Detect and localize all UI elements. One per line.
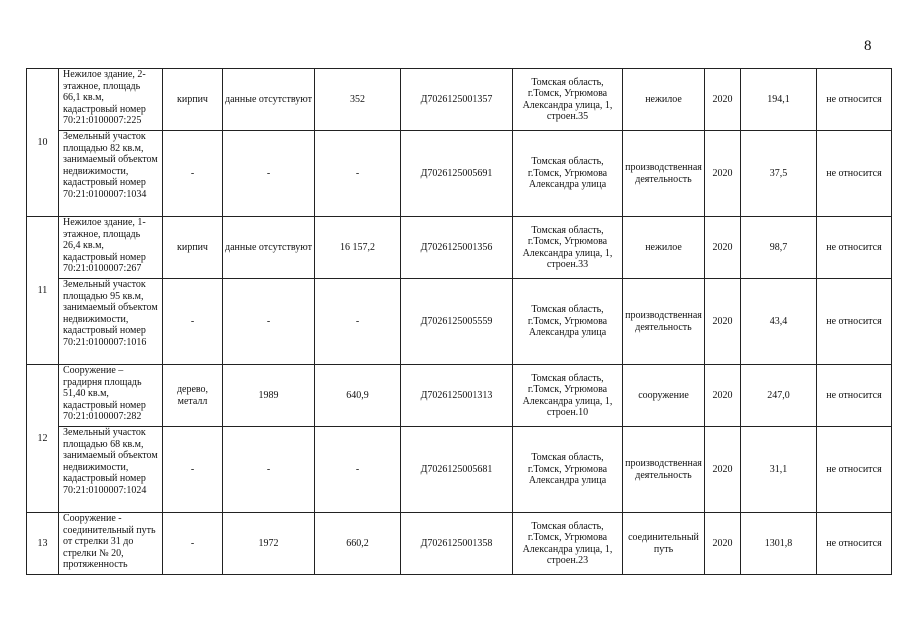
- construction-year: 1972: [223, 513, 315, 575]
- object-address: Томская область, г.Томск, Угрюмова Александра улица: [513, 131, 623, 217]
- object-description: Нежилое здание, 2-этажное, площадь 66,1 кв.м, кадастровый номер 70:21:0100007:225: [59, 69, 163, 131]
- table-row: [27, 217, 892, 279]
- object-amount: 31,1: [741, 427, 817, 513]
- object-description: Земельный участок площадью 68 кв.м, занимаемый объектом недвижимости, кадастровый номер 70:21:0100007:1024: [59, 427, 163, 513]
- inventory-number: Д7026125001357: [401, 69, 513, 131]
- inventory-number: Д7026125005691: [401, 131, 513, 217]
- table-row: [27, 513, 892, 575]
- object-purpose: нежилое: [623, 217, 705, 279]
- object-address: Томская область, г.Томск, Угрюмова Александра улица: [513, 279, 623, 365]
- object-value: -: [315, 279, 401, 365]
- object-address: Томская область, г.Томск, Угрюмова Александра улица, 1, строен.33: [513, 217, 623, 279]
- inventory-number: Д7026125001358: [401, 513, 513, 575]
- wall-material: -: [163, 513, 223, 575]
- report-year: 2020: [705, 365, 741, 427]
- object-amount: 37,5: [741, 131, 817, 217]
- wall-material: кирпич: [163, 69, 223, 131]
- object-description: Сооружение - соединительный путь от стрелки 31 до стрелки № 20, протяженность: [59, 513, 163, 575]
- object-address: Томская область, г.Томск, Угрюмова Александра улица: [513, 427, 623, 513]
- object-relation: не относится: [817, 131, 892, 217]
- row-group-number: 10: [27, 69, 59, 217]
- object-value: 352: [315, 69, 401, 131]
- object-address: Томская область, г.Томск, Угрюмова Александра улица, 1, строен.35: [513, 69, 623, 131]
- construction-year: -: [223, 279, 315, 365]
- inventory-number: Д7026125005681: [401, 427, 513, 513]
- object-value: 640,9: [315, 365, 401, 427]
- row-group-number: 13: [27, 513, 59, 575]
- construction-year: -: [223, 427, 315, 513]
- inventory-number: Д7026125001313: [401, 365, 513, 427]
- wall-material: кирпич: [163, 217, 223, 279]
- object-value: -: [315, 131, 401, 217]
- object-purpose: производственная деятельность: [623, 131, 705, 217]
- object-amount: 1301,8: [741, 513, 817, 575]
- object-description: Сооружение – градирня площадь 51,40 кв.м, кадастровый номер 70:21:0100007:282: [59, 365, 163, 427]
- table-row: [27, 69, 892, 131]
- wall-material: -: [163, 427, 223, 513]
- object-amount: 43,4: [741, 279, 817, 365]
- construction-year: -: [223, 131, 315, 217]
- object-description: Земельный участок площадью 82 кв.м, занимаемый объектом недвижимости, кадастровый номер 70:21:0100007:1034: [59, 131, 163, 217]
- inventory-number: Д7026125001356: [401, 217, 513, 279]
- row-group-number: 11: [27, 217, 59, 365]
- object-address: Томская область, г.Томск, Угрюмова Александра улица, 1, строен.23: [513, 513, 623, 575]
- object-address: Томская область, г.Томск, Угрюмова Александра улица, 1, строен.10: [513, 365, 623, 427]
- object-relation: не относится: [817, 217, 892, 279]
- table-row: [27, 365, 892, 427]
- object-purpose: соединительный путь: [623, 513, 705, 575]
- table-row: [27, 131, 892, 217]
- object-amount: 194,1: [741, 69, 817, 131]
- report-year: 2020: [705, 69, 741, 131]
- report-year: 2020: [705, 427, 741, 513]
- report-year: 2020: [705, 513, 741, 575]
- object-relation: не относится: [817, 365, 892, 427]
- object-amount: 247,0: [741, 365, 817, 427]
- table-row: [27, 427, 892, 513]
- object-purpose: нежилое: [623, 69, 705, 131]
- wall-material: -: [163, 279, 223, 365]
- table-row: [27, 279, 892, 365]
- report-year: 2020: [705, 131, 741, 217]
- object-relation: не относится: [817, 69, 892, 131]
- page-number: 8: [864, 38, 872, 54]
- object-value: -: [315, 427, 401, 513]
- report-year: 2020: [705, 217, 741, 279]
- report-year: 2020: [705, 279, 741, 365]
- object-description: Земельный участок площадью 95 кв.м, занимаемый объектом недвижимости, кадастровый номер 70:21:0100007:1016: [59, 279, 163, 365]
- row-group-number: 12: [27, 365, 59, 513]
- object-value: 16 157,2: [315, 217, 401, 279]
- object-relation: не относится: [817, 513, 892, 575]
- object-relation: не относится: [817, 279, 892, 365]
- object-description: Нежилое здание, 1-этажное, площадь 26,4 кв.м, кадастровый номер 70:21:0100007:267: [59, 217, 163, 279]
- object-purpose: производственная деятельность: [623, 279, 705, 365]
- construction-year: 1989: [223, 365, 315, 427]
- object-purpose: производственная деятельность: [623, 427, 705, 513]
- wall-material: -: [163, 131, 223, 217]
- object-amount: 98,7: [741, 217, 817, 279]
- object-relation: не относится: [817, 427, 892, 513]
- construction-year: данные отсутствуют: [223, 69, 315, 131]
- inventory-number: Д7026125005559: [401, 279, 513, 365]
- wall-material: дерево, металл: [163, 365, 223, 427]
- construction-year: данные отсутствуют: [223, 217, 315, 279]
- property-registry-table: [26, 68, 892, 575]
- object-value: 660,2: [315, 513, 401, 575]
- object-purpose: сооружение: [623, 365, 705, 427]
